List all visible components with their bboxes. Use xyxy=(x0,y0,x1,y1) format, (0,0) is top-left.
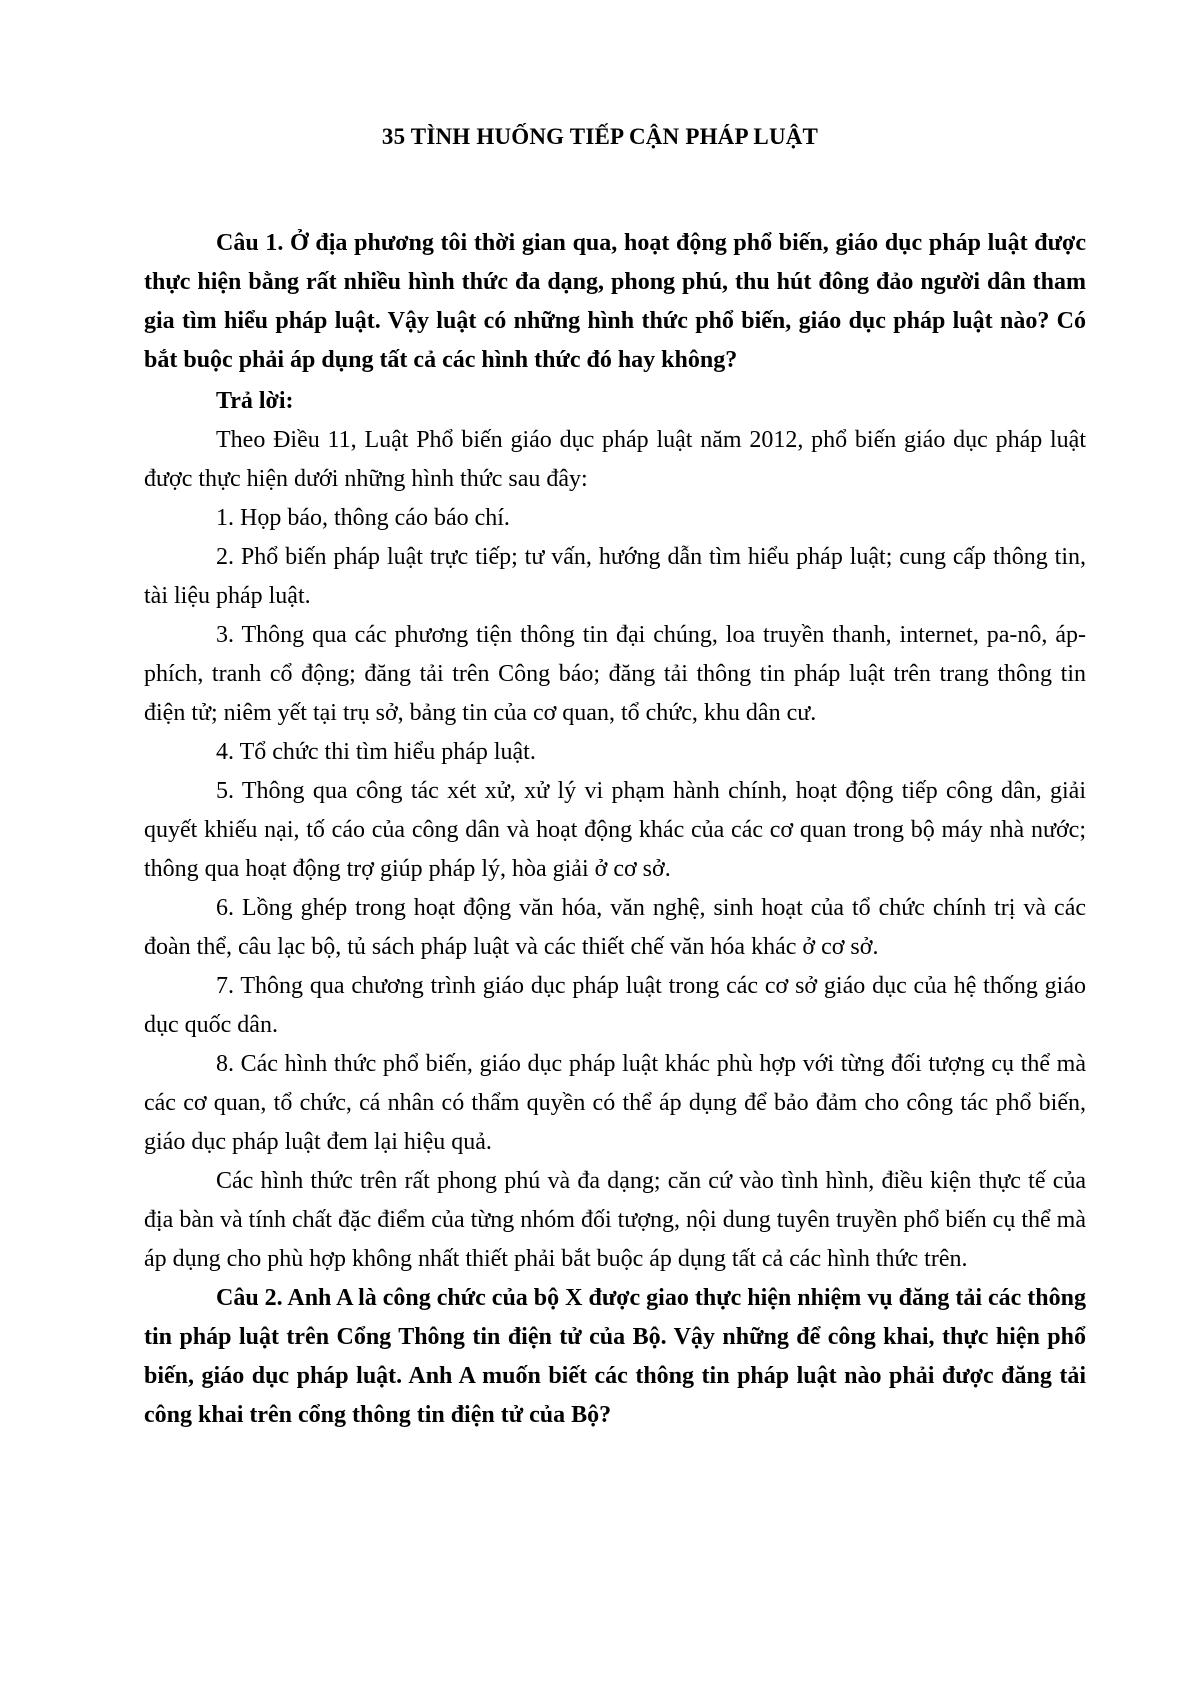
list-item: 2. Phổ biến pháp luật trực tiếp; tư vấn, hướng dẫn tìm hiểu pháp luật; cung cấp thông tin, tài liệu pháp luật. xyxy=(144,544,1086,609)
answer-conclusion: Các hình thức trên rất phong phú và đa dạng; căn cứ vào tình hình, điều kiện thực tế của địa bàn và tính chất đặc điểm của từng nhóm đối tượng, nội dung tuyên truyền phổ biến cụ thể mà áp dụng cho phù hợp không nhất thiết phải bắt buộc áp dụng tất cả các hình thức trên. xyxy=(144,1168,1086,1272)
answer-intro: Theo Điều 11, Luật Phổ biến giáo dục pháp luật năm 2012, phổ biến giáo dục pháp luật được thực hiện dưới những hình thức sau đây: xyxy=(144,427,1086,492)
list-item: 4. Tổ chức thi tìm hiểu pháp luật. xyxy=(216,739,536,765)
document-body xyxy=(144,224,1086,1435)
list-item: 5. Thông qua công tác xét xử, xử lý vi phạm hành chính, hoạt động tiếp công dân, giải quyết khiếu nại, tố cáo của công dân và hoạt động khác của các cơ quan trong bộ máy nhà nước; thông qua hoạt động trợ giúp pháp lý, hòa giải ở cơ sở. xyxy=(144,778,1086,882)
question-2: Câu 2. Anh A là công chức của bộ X được giao thực hiện nhiệm vụ đăng tải các thông tin pháp luật trên Cổng Thông tin điện tử của Bộ. Vậy những để công khai, thực hiện phổ biến, giáo dục pháp luật. Anh A muốn biết các thông tin pháp luật nào phải được đăng tải công khai trên cổng thông tin điện tử của Bộ? xyxy=(144,1285,1086,1428)
list-item: 6. Lồng ghép trong hoạt động văn hóa, văn nghệ, sinh hoạt của tổ chức chính trị và các đoàn thể, câu lạc bộ, tủ sách pháp luật và các thiết chế văn hóa khác ở cơ sở. xyxy=(144,895,1086,960)
list-item: 7. Thông qua chương trình giáo dục pháp luật trong các cơ sở giáo dục của hệ thống giáo dục quốc dân. xyxy=(144,973,1086,1038)
list-item: 8. Các hình thức phổ biến, giáo dục pháp luật khác phù hợp với từng đối tượng cụ thể mà các cơ quan, tổ chức, cá nhân có thẩm quyền có thể áp dụng để bảo đảm cho công tác phổ biến, giáo dục pháp luật đem lại hiệu quả. xyxy=(144,1051,1086,1155)
document-title: 35 TÌNH HUỐNG TIẾP CẬN PHÁP LUẬT xyxy=(381,124,819,149)
list-item: 1. Họp báo, thông cáo báo chí. xyxy=(216,505,510,531)
answer-label: Trả lời: xyxy=(216,388,294,414)
question-1: Câu 1. Ở địa phương tôi thời gian qua, hoạt động phổ biến, giáo dục pháp luật được thực hiện bằng rất nhiều hình thức đa dạng, phong phú, thu hút đông đảo người dân tham gia tìm hiểu pháp luật. Vậy luật có những hình thức phổ biến, giáo dục pháp luật nào? Có bắt buộc phải áp dụng tất cả các hình thức đó hay không? xyxy=(144,230,1086,373)
list-item: 3. Thông qua các phương tiện thông tin đại chúng, loa truyền thanh, internet, pa-nô, áp-phích, tranh cổ động; đăng tải trên Công báo; đăng tải thông tin pháp luật trên trang thông tin điện tử; niêm yết tại trụ sở, bảng tin của cơ quan, tổ chức, khu dân cư. xyxy=(144,622,1086,726)
